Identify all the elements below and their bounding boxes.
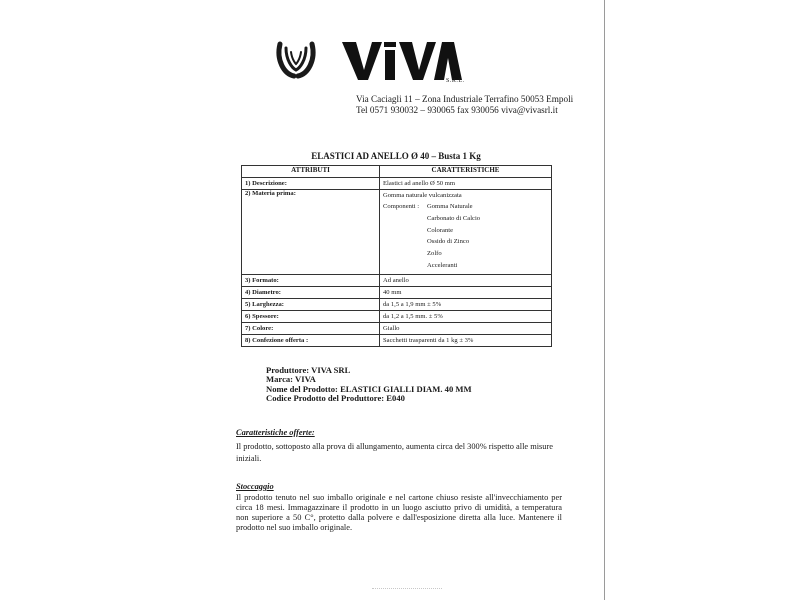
component-item: Gomma Naturale — [427, 203, 473, 210]
components-block — [383, 201, 548, 272]
attribute-cell: 1) Descrizione: — [242, 178, 380, 190]
value-cell: Ad anello — [380, 275, 552, 287]
table-header-row — [242, 166, 552, 178]
attribute-cell: 3) Formato: — [242, 275, 380, 287]
value-cell: da 1,5 a 1,9 mm ± 5% — [380, 299, 552, 311]
component-item: Carbonato di Calcio — [427, 214, 481, 222]
features-heading: Caratteristiche offerte: — [236, 428, 315, 437]
value-cell: 40 mm — [380, 287, 552, 299]
component-item: Ossido di Zinco — [427, 238, 470, 246]
brand-line: Marca: VIVA — [266, 374, 316, 385]
viva-logo — [272, 38, 472, 84]
attribute-cell: 2) Materia prima: — [242, 190, 380, 275]
components-label: Componenti : — [383, 203, 420, 210]
header-characteristics: CARATTERISTICHE — [380, 166, 552, 178]
component-item: Colorante — [427, 226, 454, 234]
viva-emblem-icon — [279, 44, 313, 76]
company-address — [356, 94, 573, 116]
table-row — [242, 335, 552, 347]
table-row-materia-prima — [242, 190, 552, 275]
table-row — [242, 287, 552, 299]
address-line-2: Tel 0571 930032 – 930065 fax 930056 viva@vivasrl.it — [356, 105, 558, 115]
attribute-cell: 5) Larghezza: — [242, 299, 380, 311]
features-text: Il prodotto, sottoposto alla prova di allungamento, aumenta circa del 300% rispetto alle misure iniziali. — [236, 442, 554, 463]
table-row — [242, 275, 552, 287]
product-code-line: Codice Prodotto del Produttore: E040 — [266, 393, 405, 404]
table-row — [242, 323, 552, 335]
page-edge-divider — [604, 0, 605, 600]
storage-text: Il prodotto tenuto nel suo imballo originale e nel cartone chiuso resiste all'invecchiamento per circa 18 mesi. Immagazzinare il prodotto in un luogo asciutto privo di umidità, a temperatura non superiore a 50 C°, protetto dalla polvere e dall'esposizione diretta alla luce. Mantenere il prodotto nel suo imballo originale. — [236, 493, 562, 532]
legal-form-label: S.R.L. — [446, 78, 465, 84]
component-item: Accelerant​i — [427, 261, 458, 269]
value-cell-materia-prima — [380, 190, 552, 275]
table-row — [242, 299, 552, 311]
address-line-1: Via Caciagli 11 – Zona Industriale Terrafino 50053 Empoli — [356, 94, 574, 104]
value-cell: Giallo — [380, 323, 552, 335]
value-cell: Sacchetti trasparenti da 1 kg ± 3% — [380, 335, 552, 347]
producer-line: Produttore: VIVA SRL — [266, 365, 351, 375]
attribute-cell: 8) Confezione offerta : — [242, 335, 380, 347]
attribute-cell: 6) Spessore: — [242, 311, 380, 323]
value-cell: da 1,2 a 1,5 mm. ± 5% — [380, 311, 552, 323]
table-row — [242, 178, 552, 190]
document-title: ELASTICI AD ANELLO Ø 40 – Busta 1 Kg — [311, 151, 481, 161]
components-list — [427, 201, 480, 272]
attribute-cell: 7) Colore: — [242, 323, 380, 335]
faint-footer-mark — [372, 588, 442, 594]
specification-table — [241, 165, 552, 347]
product-info-block — [266, 366, 472, 404]
table-row — [242, 311, 552, 323]
header-attributes: ATTRIBUTI — [242, 166, 380, 178]
value-cell: Elastici ad anello Ø 50 mm — [380, 178, 552, 190]
product-name-line: Nome del Prodotto: ELASTICI GIALLI DIAM. 40 MM — [266, 383, 472, 394]
viva-wordmark-icon — [342, 42, 462, 80]
component-item: Zolfo — [427, 250, 442, 258]
attribute-cell: 4) Diametro: — [242, 287, 380, 299]
storage-heading: Stoccaggio — [236, 482, 274, 491]
materia-main: Gomma naturale vulcanizzata — [383, 192, 462, 199]
